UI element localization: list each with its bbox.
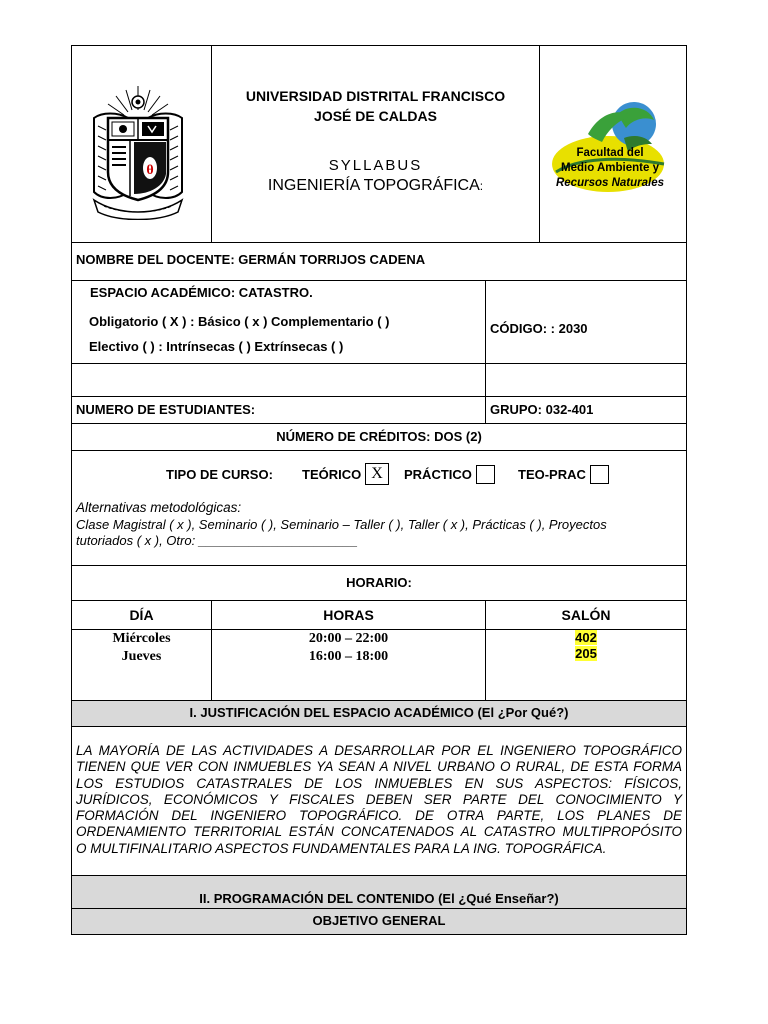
- programacion-title: II. PROGRAMACIÓN DEL CONTENIDO (El ¿Qué Enseñar?): [199, 891, 559, 906]
- justificacion-line: JURÍDICOS, ECONÓMICOS Y FISCALES DEBEN SER PARTE DEL CONOCIMIENTO Y: [76, 791, 682, 807]
- salon-1: [485, 630, 687, 646]
- program-colon: :: [479, 179, 484, 193]
- faculty-logo-line2: Medio Ambiente y: [561, 162, 659, 174]
- justificacion-title: I. JUSTIFICACIÓN DEL ESPACIO ACADÉMICO (El ¿Por Qué?): [189, 705, 569, 720]
- codigo-value: CÓDIGO: : 2030: [490, 321, 588, 336]
- justificacion-line: LA MAYORÍA DE LAS ACTIVIDADES A DESARROLLAR POR EL INGENIERO TOPOGRÁFICO: [76, 743, 682, 758]
- alternativas-title: Alternativas metodológicas:: [76, 500, 242, 515]
- program-title: [211, 176, 540, 196]
- teorico-checkbox-mark: X: [371, 465, 383, 482]
- empty-row-right: [485, 363, 687, 397]
- practico-checkbox: [476, 465, 495, 484]
- horas-1: 20:00 – 22:00: [308, 631, 389, 646]
- tipo-curso-label: TIPO DE CURSO:: [166, 467, 273, 482]
- justificacion-line: LOS ESTUDIOS CATASTRALES DE LOS INMUEBLES EN SUS ASPECTOS: FÍSICOS,: [76, 775, 682, 791]
- justificacion-line: ORDENAMIENTO TERRITORIAL ESTÁN CONCATENADOS AL CATASTRO MULTIPROPÓSITO: [76, 824, 682, 840]
- docente-name: NOMBRE DEL DOCENTE: GERMÁN TORRIJOS CADENA: [76, 252, 426, 267]
- numero-estudiantes: NUMERO DE ESTUDIANTES:: [76, 402, 256, 417]
- horas-2: 16:00 – 18:00: [308, 649, 389, 664]
- dia-2: Jueves: [121, 649, 162, 664]
- col-horas-header: HORAS: [323, 607, 374, 623]
- col-dia-header: DÍA: [129, 607, 154, 623]
- alternativas-line1: Clase Magistral ( x ), Seminario ( ), Seminario – Taller ( ), Taller ( x ), Prácticas ( ), Proyectos: [76, 517, 607, 532]
- salon-2: [485, 646, 687, 662]
- justificacion-text: [76, 743, 682, 857]
- teoprac-checkbox: [590, 465, 609, 484]
- horario-title: HORARIO:: [346, 575, 412, 590]
- justificacion-line: TIENEN QUE VER CON INMUEBLES YA SEAN A NIVEL URBANO O RURAL, DE ESTA FORMA: [76, 759, 682, 775]
- syllabus-title: SYLLABUS: [328, 157, 423, 174]
- alternativas-line2: tutoriados ( x ), Otro: ______________________: [76, 533, 358, 548]
- svg-text:θ: θ: [146, 163, 154, 178]
- numero-creditos: NÚMERO DE CRÉDITOS: DOS (2): [276, 429, 482, 444]
- faculty-logo: [548, 94, 676, 198]
- header-title-cell: [211, 45, 540, 243]
- col-salon-header: SALÓN: [561, 607, 611, 623]
- tipo-asignatura-line1: Obligatorio ( X ) : Básico ( x ) Complementario ( ): [89, 314, 390, 329]
- university-name-line2: JOSÉ DE CALDAS: [314, 108, 437, 124]
- dia-1: Miércoles: [112, 631, 171, 646]
- faculty-logo-line3: Recursos Naturales: [555, 177, 665, 189]
- university-name-line1: UNIVERSIDAD DISTRITAL FRANCISCO: [245, 88, 506, 104]
- grupo-value: GRUPO: 032-401: [490, 402, 594, 417]
- salon-1-value: 402: [575, 630, 597, 645]
- tipo-asignatura-line2: Electivo ( ) : Intrínsecas ( ) Extrínsecas ( ): [89, 339, 344, 354]
- teorico-checkbox: [365, 463, 389, 485]
- practico-label: PRÁCTICO: [404, 467, 472, 482]
- objetivo-general-title: OBJETIVO GENERAL: [312, 913, 446, 928]
- justificacion-line: FORMACIÓN DEL INGENIERO TOPOGRÁFICO. DE OTRA PARTE, LOS PLANES DE: [76, 808, 682, 824]
- faculty-logo-line1: Facultad del: [576, 147, 644, 159]
- teoprac-label: TEO-PRAC: [518, 467, 586, 482]
- salon-2-value: 205: [575, 646, 597, 661]
- university-crest-logo: [88, 82, 188, 220]
- empty-row-left: [71, 363, 486, 397]
- espacio-academico: ESPACIO ACADÉMICO: CATASTRO.: [90, 285, 313, 300]
- program-name: INGENIERÍA TOPOGRÁFICA: [267, 177, 480, 194]
- justificacion-line: O MULTIFINALITARIO ASPECTOS FUNDAMENTALES PARA LA ING. TOPOGRÁFICA.: [76, 840, 607, 856]
- teorico-label: TEÓRICO: [302, 467, 362, 482]
